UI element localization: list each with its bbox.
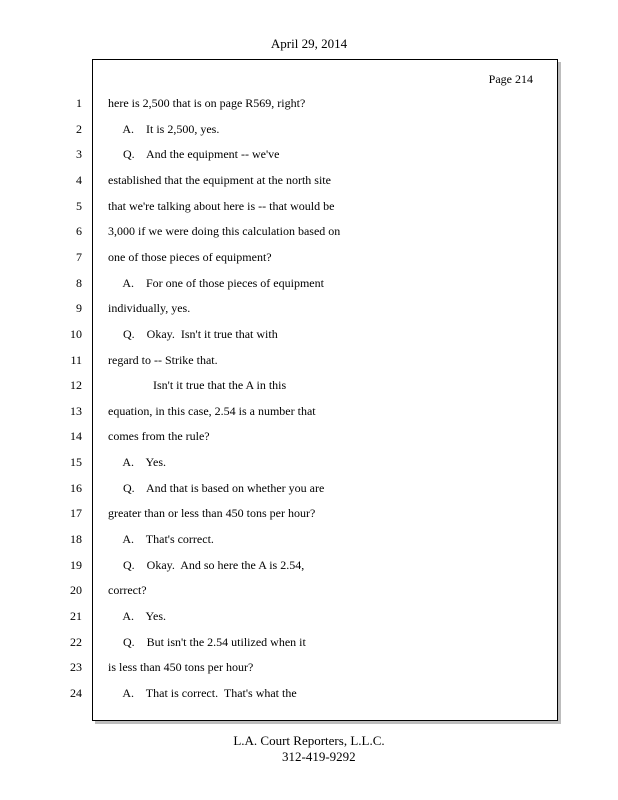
line-number: 23 <box>70 660 82 674</box>
line-text: Q. But isn't the 2.54 utilized when it <box>108 635 306 649</box>
footer-company: L.A. Court Reporters, L.L.C. <box>233 733 385 748</box>
line-text: equation, in this case, 2.54 is a number that <box>108 404 316 418</box>
line-number: 3 <box>76 147 82 161</box>
line-text: A. Yes. <box>108 455 167 469</box>
line-text: is less than 450 tons per hour? <box>108 660 254 674</box>
line-number: 6 <box>76 224 82 238</box>
line-number: 19 <box>70 558 82 572</box>
line-text: correct? <box>108 583 147 597</box>
line-number: 10 <box>70 327 82 341</box>
transcript-date: April 29, 2014 <box>270 36 348 51</box>
line-number: 1 <box>76 96 82 110</box>
line-text: here is 2,500 that is on page R569, right? <box>108 96 306 110</box>
line-text: Q. And that is based on whether you are <box>108 481 325 495</box>
line-number: 9 <box>76 301 82 315</box>
line-number: 22 <box>70 635 82 649</box>
line-text: A. Yes. <box>108 609 167 623</box>
line-text: established that the equipment at the north site <box>108 173 331 187</box>
line-text: Q. Okay. Isn't it true that with <box>108 327 278 341</box>
line-number: 7 <box>76 250 82 264</box>
line-number: 11 <box>70 353 82 367</box>
line-number: 14 <box>70 429 82 443</box>
line-text: Q. Okay. And so here the A is 2.54, <box>108 558 305 572</box>
line-number: 2 <box>76 122 82 136</box>
line-text: A. For one of those pieces of equipment <box>108 276 324 290</box>
line-number: 13 <box>70 404 82 418</box>
line-number: 18 <box>70 532 82 546</box>
line-number: 4 <box>76 173 82 187</box>
footer-phone: 312-419-9292 <box>282 749 356 764</box>
line-text: comes from the rule? <box>108 429 210 443</box>
line-text: that we're talking about here is -- that would be <box>108 199 335 213</box>
line-text: A. That is correct. That's what the <box>108 686 297 700</box>
line-text: Isn't it true that the A in this <box>108 378 287 392</box>
line-number: 8 <box>76 276 82 290</box>
line-text: Q. And the equipment -- we've <box>108 147 280 161</box>
page-number: Page 214 <box>488 72 533 86</box>
line-number: 15 <box>70 455 82 469</box>
line-text: greater than or less than 450 tons per hour? <box>108 506 316 520</box>
line-number: 16 <box>70 481 82 495</box>
line-number: 24 <box>70 686 82 700</box>
line-number: 20 <box>70 583 82 597</box>
line-text: one of those pieces of equipment? <box>108 250 272 264</box>
line-number: 17 <box>70 506 82 520</box>
line-number: 12 <box>70 378 82 392</box>
line-text: regard to -- Strike that. <box>108 353 218 367</box>
line-number: 5 <box>76 199 82 213</box>
line-text: 3,000 if we were doing this calculation based on <box>108 224 341 238</box>
line-number: 21 <box>70 609 82 623</box>
line-text: individually, yes. <box>108 301 191 315</box>
line-text: A. That's correct. <box>108 532 214 546</box>
line-text: A. It is 2,500, yes. <box>108 122 220 136</box>
